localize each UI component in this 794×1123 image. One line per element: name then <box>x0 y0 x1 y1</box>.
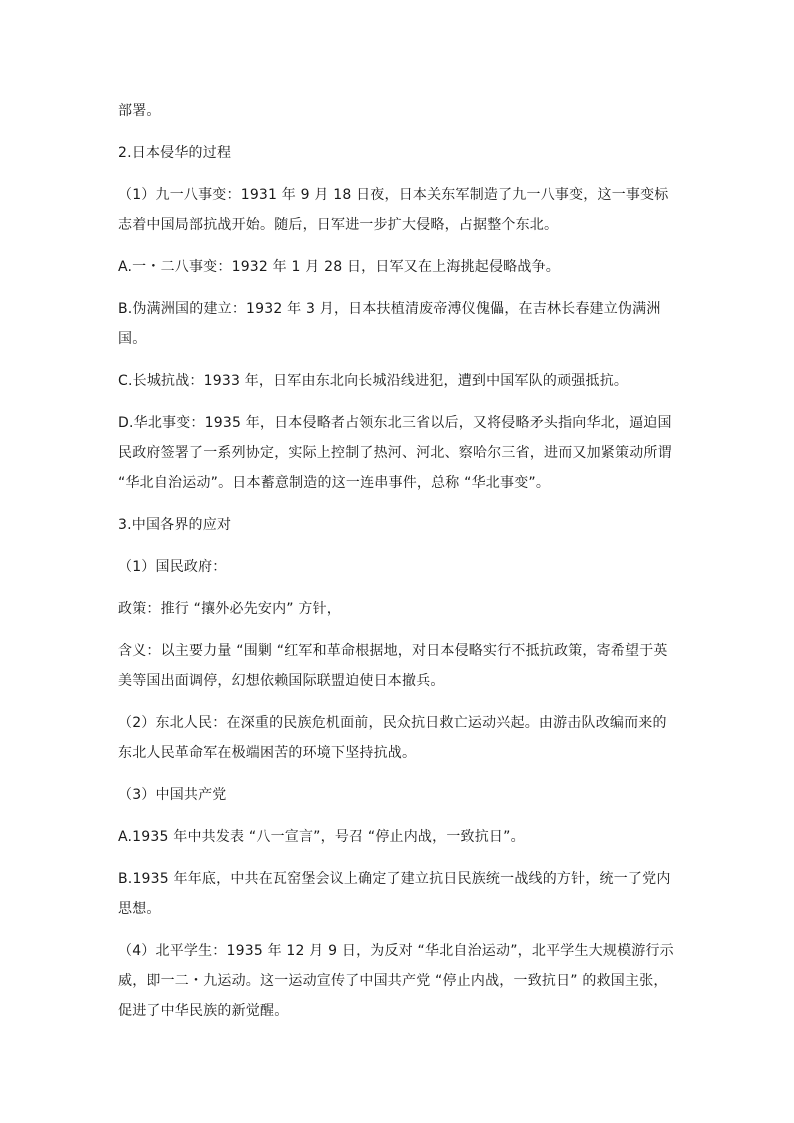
section-heading-china-response: 3.中国各界的应对 <box>118 517 232 533</box>
paragraph-policy-meaning: 含义：以主要力量 “围剿 “红军和革命根据地，对日本侵略实行不抵抗政策，寄希望于英美等国出面调停，幻想依赖国际联盟迫使日本撤兵。 <box>118 643 668 689</box>
paragraph-continuation: 部署。 <box>118 103 161 119</box>
document-body <box>118 96 678 1038</box>
paragraph-mukden-incident: （1）九一八事变：1931 年 9 月 18 日夜，日本关东军制造了九一八事变，这一事变标志着中国局部抗战开始。随后，日军进一步扩大侵略，占据整个东北。 <box>118 187 669 233</box>
paragraph-wayaobao-conference: B.1935 年年底，中共在瓦窑堡会议上确定了建立抗日民族统一战线的方针，统一了党内思想。 <box>118 871 671 917</box>
paragraph-nationalist-government: （1）国民政府： <box>118 559 227 575</box>
paragraph-northeast-people: （2）东北人民：在深重的民族危机面前，民众抗日救亡运动兴起。由游击队改编而来的东北人民革命军在极端困苦的环境下坚持抗战。 <box>118 715 667 761</box>
paragraph-policy: 政策：推行 “攘外必先安内” 方针， <box>118 601 342 617</box>
paragraph-manchukuo: B.伪满洲国的建立：1932 年 3 月，日本扶植清废帝溥仪傀儡，在吉林长春建立伪满洲国。 <box>118 301 661 347</box>
paragraph-december-ninth-movement: （4）北平学生：1935 年 12 月 9 日，为反对 “华北自治运动”，北平学生大规模游行示威，即一二・九运动。这一运动宣传了中国共产党 “停止内战，一致抗日” 的救国主张，促进了中华民族的新觉醒。 <box>118 943 674 1019</box>
paragraph-shanghai-incident: A.一・二八事变：1932 年 1 月 28 日，日军又在上海挑起侵略战争。 <box>118 259 560 275</box>
paragraph-august-first-declaration: A.1935 年中共发表 “八一宣言”，号召 “停止内战，一致抗日”。 <box>118 829 525 845</box>
paragraph-communist-party: （3）中国共产党 <box>118 787 227 803</box>
paragraph-north-china-incident: D.华北事变：1935 年，日本侵略者占领东北三省以后，又将侵略矛头指向华北，逼迫国民政府签署了一系列协定，实际上控制了热河、河北、察哈尔三省，进而又加紧策动所谓 “华北自治运动”。日本蓄意制造的这一连串事件，总称 “华北事变”。 <box>118 415 672 491</box>
paragraph-great-wall-defense: C.长城抗战：1933 年，日军由东北向长城沿线进犯，遭到中国军队的顽强抵抗。 <box>118 373 629 389</box>
section-heading-invasion-process: 2.日本侵华的过程 <box>118 145 232 161</box>
